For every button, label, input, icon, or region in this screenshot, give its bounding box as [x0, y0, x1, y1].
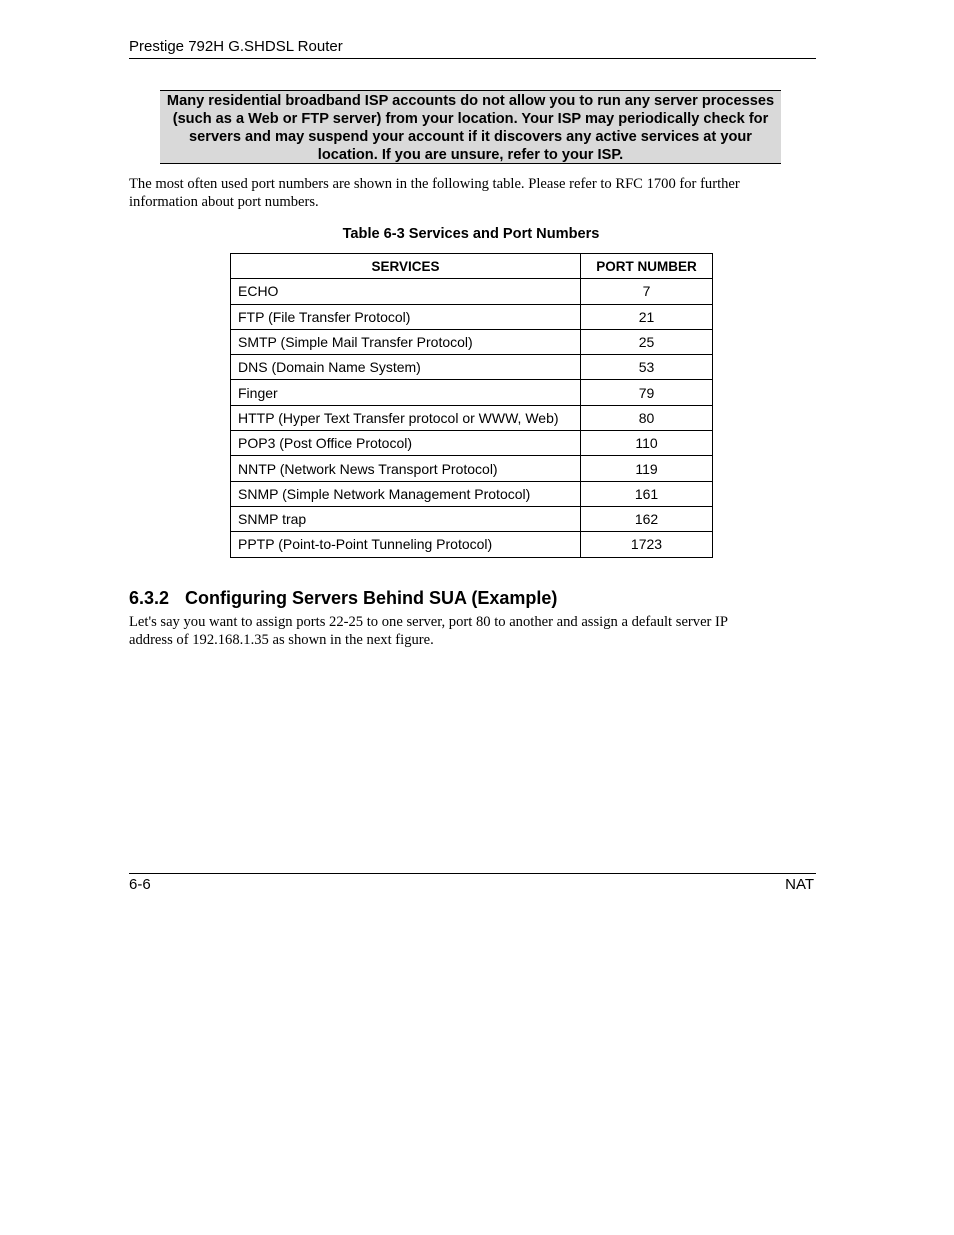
footer-page-number: 6-6: [129, 876, 151, 893]
section-title: Configuring Servers Behind SUA (Example): [185, 588, 558, 608]
section-heading: [129, 587, 557, 609]
table-row: [231, 355, 713, 380]
table-row: [231, 481, 713, 506]
service-cell: SMTP (Simple Mail Transfer Protocol): [231, 329, 581, 354]
service-cell: Finger: [231, 380, 581, 405]
service-cell: PPTP (Point-to-Point Tunneling Protocol): [231, 532, 581, 557]
service-cell: NNTP (Network News Transport Protocol): [231, 456, 581, 481]
service-cell: ECHO: [231, 279, 581, 304]
header-title: Prestige 792H G.SHDSL Router: [129, 38, 343, 55]
port-cell: 1723: [581, 532, 713, 557]
page-footer: [129, 873, 816, 893]
page-header: [129, 37, 816, 59]
services-port-table: [230, 253, 713, 558]
table-caption: Table 6-3 Services and Port Numbers: [342, 226, 600, 242]
service-cell: POP3 (Post Office Protocol): [231, 431, 581, 456]
table-header-row: [231, 254, 713, 279]
table-row: [231, 380, 713, 405]
column-header-port-number: PORT NUMBER: [581, 254, 713, 279]
note-box: Many residential broadband ISP accounts do not allow you to run any server processes (such as a Web or FTP server) from your location. Your ISP may periodically check for servers and may suspend your account if it discovers any active services at your location. If you are unsure, refer to your ISP.: [160, 90, 781, 164]
service-cell: FTP (File Transfer Protocol): [231, 304, 581, 329]
port-cell: 161: [581, 481, 713, 506]
section-number: 6.3.2: [129, 588, 170, 608]
port-cell: 21: [581, 304, 713, 329]
port-cell: 162: [581, 506, 713, 531]
port-cell: 80: [581, 405, 713, 430]
table-row: [231, 279, 713, 304]
table-row: [231, 405, 713, 430]
service-cell: DNS (Domain Name System): [231, 355, 581, 380]
column-header-services: SERVICES: [231, 254, 581, 279]
port-cell: 53: [581, 355, 713, 380]
table-row: [231, 304, 713, 329]
table-row: [231, 431, 713, 456]
service-cell: HTTP (Hyper Text Transfer protocol or WWW, Web): [231, 405, 581, 430]
port-cell: 110: [581, 431, 713, 456]
footer-chapter: NAT: [785, 876, 814, 893]
service-cell: SNMP trap: [231, 506, 581, 531]
port-cell: 25: [581, 329, 713, 354]
intro-paragraph: The most often used port numbers are shown in the following table. Please refer to RFC 1700 for further information about port numbers.: [129, 176, 740, 210]
table-row: [231, 532, 713, 557]
port-cell: 7: [581, 279, 713, 304]
section-body-paragraph: Let's say you want to assign ports 22-25 to one server, port 80 to another and assign a default server IP address of 192.168.1.35 as shown in the next figure.: [129, 614, 729, 648]
table-row: [231, 456, 713, 481]
service-cell: SNMP (Simple Network Management Protocol): [231, 481, 581, 506]
port-cell: 119: [581, 456, 713, 481]
table-row: [231, 329, 713, 354]
port-cell: 79: [581, 380, 713, 405]
table-row: [231, 506, 713, 531]
